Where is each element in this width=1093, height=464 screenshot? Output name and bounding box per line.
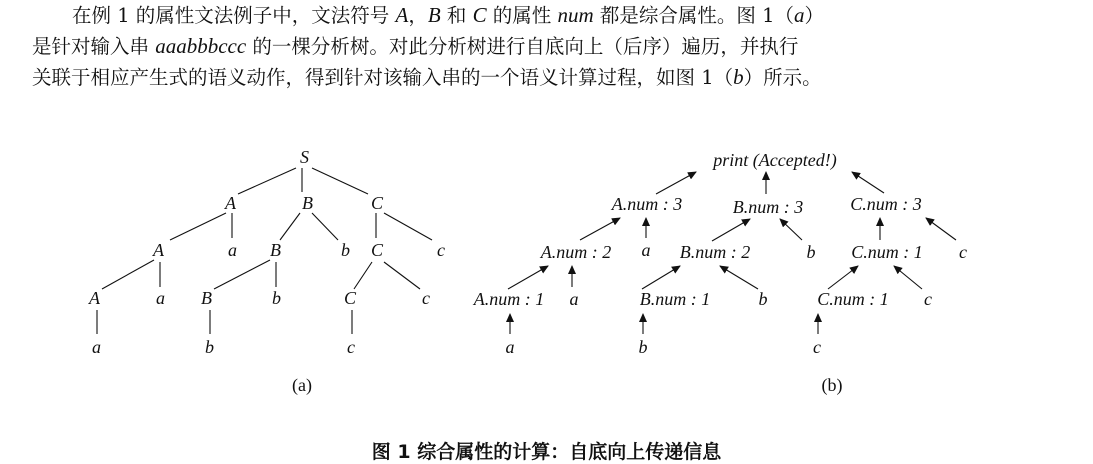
tree-leaf-b: b <box>758 289 768 309</box>
tree-leaf-b: b <box>205 337 214 357</box>
italic-term: num <box>557 3 594 27</box>
flow-arrow <box>926 218 956 240</box>
tree-leaf-c: c <box>347 337 355 357</box>
italic-term: C <box>472 3 487 27</box>
tree-leaf-c: c <box>422 288 430 308</box>
attr-node-C-num: C.num : 3 <box>850 194 922 214</box>
tree-node-C: C <box>371 193 384 213</box>
tree-node-B: B <box>201 288 212 308</box>
tree-node-C: C <box>371 240 384 260</box>
tree-edge <box>384 213 432 240</box>
attr-node-B-num: B.num : 1 <box>639 289 711 309</box>
tree-edge <box>384 262 420 289</box>
subfigure-label-b: (b) <box>821 375 843 395</box>
tree-edge <box>312 213 338 240</box>
tree-leaf-c: c <box>924 289 932 309</box>
tree-node-C: C <box>344 288 357 308</box>
tree-leaf-c: c <box>959 242 967 262</box>
print-accepted: print (Accepted!) <box>713 150 837 170</box>
parse-tree-a <box>88 147 445 396</box>
tree-leaf-b: b <box>638 337 648 357</box>
attr-node-C-num: C.num : 1 <box>817 289 889 309</box>
tree-edge <box>354 262 372 289</box>
flow-arrow <box>508 266 548 289</box>
text-run: 的属性 <box>486 4 558 27</box>
tree-node-B: B <box>302 193 313 213</box>
text-run: ） <box>804 4 825 27</box>
subfigure-label-a: (a) <box>292 375 312 395</box>
tree-leaf-a: a <box>92 337 101 357</box>
figure-caption: 图 1 综合属性的计算：自底向上传递信息 <box>371 441 722 463</box>
tree-node-B: B <box>270 240 281 260</box>
tree-edge <box>238 168 296 194</box>
tree-leaf-a: a <box>228 240 237 260</box>
flow-arrow <box>712 219 750 241</box>
tree-edge <box>102 260 154 289</box>
text-run: 关联于相应产生式的语义动作，得到针对该输入串的一个语义计算过程，如图 1（ <box>32 66 734 89</box>
attr-node-B-num: B.num : 3 <box>732 197 804 217</box>
flow-arrow <box>828 266 858 289</box>
text-run: 和 <box>440 4 473 27</box>
attr-node-A-num: A.num : 1 <box>473 289 545 309</box>
text-run: 的一棵分析树。对此分析树进行自底向上（后序）遍历，并执行 <box>246 35 799 58</box>
tree-edge <box>214 260 270 289</box>
attr-node-A-num: A.num : 3 <box>611 194 683 214</box>
tree-edge <box>170 213 226 240</box>
tree-leaf-c: c <box>437 240 445 260</box>
tree-leaf-b: b <box>806 242 816 262</box>
tree-leaf-b: b <box>272 288 281 308</box>
flow-arrow <box>852 172 884 193</box>
tree-node-A: A <box>225 193 236 213</box>
flow-arrow <box>642 266 680 289</box>
attr-node-B-num: B.num : 2 <box>679 242 751 262</box>
flow-arrow <box>720 266 758 289</box>
attribute-flow-b <box>473 150 967 396</box>
tree-node-S: S <box>300 147 309 167</box>
text-run: 是针对输入串 <box>32 35 156 58</box>
tree-edge <box>280 213 300 240</box>
flow-arrow <box>894 266 922 289</box>
italic-term: b <box>733 65 744 89</box>
tree-leaf-b: b <box>341 240 350 260</box>
tree-edge <box>312 168 368 194</box>
tree-leaf-a: a <box>569 289 579 309</box>
text-run: ， <box>408 4 428 27</box>
italic-term: B <box>427 3 441 27</box>
tree-leaf-c: c <box>813 337 821 357</box>
tree-node-A: A <box>89 288 100 308</box>
tree-leaf-a: a <box>641 240 651 260</box>
text-run: ）所示。 <box>743 66 822 89</box>
text-run: 在例 1 的属性文法例子中，文法符号 <box>72 4 396 27</box>
tree-node-A: A <box>153 240 164 260</box>
attr-node-C-num: C.num : 1 <box>851 242 923 262</box>
attr-node-A-num: A.num : 2 <box>540 242 612 262</box>
tree-leaf-a: a <box>505 337 515 357</box>
flow-arrow <box>580 218 620 240</box>
italic-term: a <box>794 3 805 27</box>
tree-leaf-a: a <box>156 288 165 308</box>
flow-arrow <box>656 172 696 194</box>
italic-term: aaabbbccc <box>155 34 247 58</box>
italic-term: A <box>395 3 409 27</box>
text-run: 都是综合属性。图 1（ <box>593 4 794 27</box>
flow-arrow <box>780 219 802 240</box>
